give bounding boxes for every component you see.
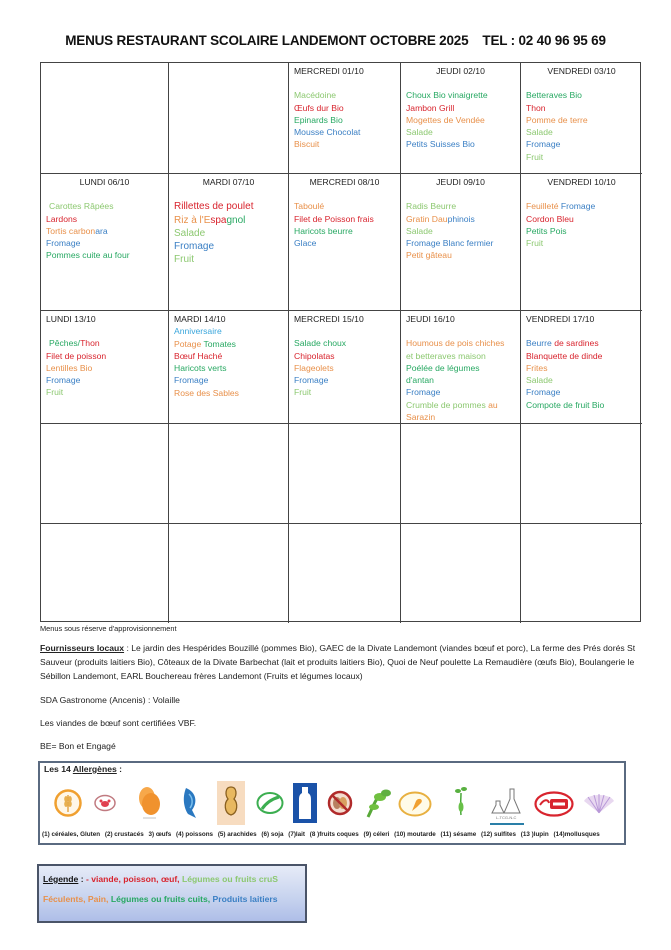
empty-cell	[169, 524, 289, 623]
day-label: VENDREDI 10/10	[547, 177, 616, 187]
menu-item: Fruit	[174, 254, 194, 266]
legend-feculents: Féculents, Pain,	[43, 894, 109, 904]
day-cell	[41, 311, 169, 424]
menu-item: Houmous de pois chiches	[406, 338, 505, 349]
menu-item: Petits Suisses Bio	[406, 139, 475, 150]
empty-cell	[289, 424, 401, 524]
menu-item: Frites	[526, 362, 548, 373]
menu-item: Salade	[526, 375, 553, 386]
menu-item: Haricots beurre	[294, 225, 353, 236]
menu-item: Betteraves Bio	[526, 90, 582, 101]
menu-item: Epinards Bio	[294, 114, 343, 125]
day-cell	[521, 174, 642, 311]
menu-item: Fromage	[526, 387, 561, 398]
day-label: VENDREDI 03/10	[547, 66, 616, 76]
allergen-label: (5) arachides	[217, 831, 257, 838]
menu-item: Fruit	[526, 238, 544, 249]
legend-cuit: Légumes ou fruits cuits,	[108, 894, 211, 904]
legend-label: Légende	[43, 874, 79, 884]
day-cell	[289, 63, 401, 174]
menu-item: Mousse Chocolat	[294, 127, 361, 138]
menu-item: Sarazin	[406, 412, 436, 423]
day-label: JEUDI 09/10	[436, 177, 485, 187]
empty-cell	[401, 524, 521, 623]
menu-item: Mogettes de Vendée	[406, 114, 485, 125]
allergen-icons	[40, 781, 624, 827]
vbf-line: Les viandes de bœuf sont certifiées VBF.	[40, 718, 197, 728]
day-cell	[401, 311, 521, 424]
empty-cell	[289, 524, 401, 623]
menu-item: Salade	[406, 225, 433, 236]
wheat-icon	[54, 789, 82, 817]
menu-item: Fromage	[174, 241, 215, 253]
allergen-label: (2) crustacés	[104, 831, 144, 838]
supply-note: Menus sous réserve d'approvisionnement	[40, 624, 177, 633]
day-label: VENDREDI 17/10	[526, 314, 595, 324]
menu-item: Glace	[294, 238, 317, 249]
menu-item: Macédoine	[294, 90, 337, 101]
day-label: JEUDI 16/10	[406, 314, 455, 324]
menu-item: Fromage	[46, 238, 81, 249]
empty-cell	[169, 424, 289, 524]
menu-item: Fromage	[406, 387, 441, 398]
menu-item: Pommes cuite au four	[46, 250, 130, 261]
allergen-label: (6) soja	[261, 831, 284, 838]
menu-item: Fromage	[526, 139, 561, 150]
allergen-label: 3) œufs	[148, 831, 172, 838]
allergen-label: (12) sulfites	[481, 831, 517, 838]
menu-item: Fruit	[526, 151, 544, 162]
menu-item: Salade	[406, 127, 433, 138]
empty-cell	[41, 524, 169, 623]
menu-item: Thon	[526, 102, 546, 113]
menu-item: Salade	[174, 227, 206, 239]
menu-item: Fruit	[294, 387, 312, 398]
menu-item: Rose des Sables	[174, 387, 239, 398]
allergens-title: Les 14 Allergènes :	[44, 764, 123, 774]
suppliers-text: : Le jardin des Hespérides Bouzillé (pommes Bio), GAEC de la Divate Landemont (viandes bœuf et porc), La ferme des Prés dorés St Sauveur (produits laitiers Bio), Côteaux de la Divate Barbechat (lait et produits laitiers Bio), Quoi de Neuf poulette La Remaudière (œufs Bio), Boulangerie le Sébillon Landemont, EARL Bouchereau frères Landemont (Fruits et légumes locaux)	[40, 643, 636, 681]
menu-item: Biscuit	[294, 139, 320, 150]
empty-cell	[41, 63, 169, 174]
menu-item: Rillettes de poulet	[174, 201, 254, 213]
title-text: MENUS RESTAURANT SCOLAIRE LANDEMONT OCTOBRE 2025	[65, 33, 469, 48]
menu-item: Fruit	[46, 387, 64, 398]
menu-item: Taboulé	[294, 201, 325, 212]
menu-item: Feuilleté Fromage	[526, 201, 596, 212]
legend-meat: - viande, poisson, œuf,	[85, 874, 180, 884]
menu-item: Anniversaire	[174, 326, 222, 337]
menu-item: Choux Bio vinaigrette	[406, 90, 488, 101]
mustard-icon	[398, 791, 432, 817]
empty-cell	[401, 424, 521, 524]
menu-item: Fromage	[46, 375, 81, 386]
allergen-label: (14)mollusques	[553, 831, 600, 838]
sda-line: SDA Gastronome (Ancenis) : Volaille	[40, 695, 180, 705]
allergen-label: (13 )lupin	[520, 831, 549, 838]
svg-text:L-TCG-N-C: L-TCG-N-C	[496, 815, 517, 820]
menu-item: Tortis carbonara	[46, 225, 108, 236]
menu-item: Poélée de légumes	[406, 362, 480, 373]
nuts-icon	[327, 790, 353, 816]
menu-item: Radis Beurre	[406, 201, 457, 212]
menu-item: Compote de fruit Bio	[526, 399, 605, 410]
menu-item: Œufs dur Bio	[294, 102, 344, 113]
legend-row: Légende : - viande, poisson, œuf, Légumes ou fruits cruS	[43, 874, 278, 884]
day-label: MERCREDI 08/10	[309, 177, 380, 187]
menu-item: Cordon Bleu	[526, 213, 574, 224]
menu-grid	[40, 62, 641, 622]
allergen-label: (9) céleri	[363, 831, 390, 838]
fish-icon	[180, 786, 200, 820]
menu-item: Lentilles Bio	[46, 362, 93, 373]
menu-item: Riz à l'Espagnol	[174, 214, 246, 226]
menu-item: Pomme de terre	[526, 114, 588, 125]
legend-cru: Légumes ou fruits cruS	[179, 874, 278, 884]
be-line: BE= Bon et Engagé	[40, 741, 116, 751]
soy-icon	[256, 791, 284, 815]
menu-item: Fromage Blanc fermier	[406, 238, 494, 249]
menu-item: Carottes Râpées	[49, 201, 114, 212]
suppliers-paragraph	[40, 641, 640, 683]
allergen-label: (1) céréales, Gluten	[42, 831, 101, 838]
day-label: MARDI 14/10	[174, 314, 226, 324]
menu-item: Flageolets	[294, 362, 334, 373]
phone-number: TEL : 02 40 96 95 69	[482, 33, 606, 48]
menu-item: Chipolatas	[294, 350, 335, 361]
menu-item: Petit gâteau	[406, 250, 452, 261]
menu-item: Fromage	[294, 375, 329, 386]
menu-item: Salade	[526, 127, 553, 138]
allergen-label: (10) moutarde	[394, 831, 436, 838]
color-legend	[37, 864, 307, 923]
menu-item: Fromage	[174, 375, 209, 386]
menu-item: Filet de poisson	[46, 350, 107, 361]
milk-icon	[293, 783, 317, 823]
empty-cell	[41, 424, 169, 524]
day-cell	[521, 311, 642, 424]
legend-row	[43, 894, 301, 904]
egg-icon	[136, 785, 162, 821]
menu-item: Blanquette de dinde	[526, 350, 603, 361]
peanut-icon	[217, 781, 245, 825]
menu-item: Petits Pois	[526, 225, 567, 236]
menu-item: Jambon Grill	[406, 102, 455, 113]
sulfites-icon	[490, 787, 524, 825]
empty-cell	[521, 424, 642, 524]
allergen-label: (8 )fruits coques	[309, 831, 359, 838]
sesame-icon	[454, 785, 468, 819]
day-label: MERCREDI 01/10	[294, 66, 364, 76]
day-label: JEUDI 02/10	[436, 66, 485, 76]
day-label: LUNDI 13/10	[46, 314, 96, 324]
menu-item: et betteraves maison	[406, 350, 486, 361]
menu-item: Bœuf Haché	[174, 350, 223, 361]
menu-item: Lardons	[46, 213, 78, 224]
day-cell	[169, 311, 289, 424]
empty-cell	[169, 63, 289, 174]
day-cell	[289, 311, 401, 424]
shell-icon	[582, 791, 616, 815]
day-label: MARDI 07/10	[202, 177, 255, 187]
menu-item: Haricots verts	[174, 363, 227, 374]
celery-icon	[364, 787, 392, 819]
day-cell	[41, 174, 169, 311]
allergen-label: (7)lait	[288, 831, 306, 838]
allergen-labels	[42, 831, 603, 838]
day-cell	[169, 174, 289, 311]
menu-item: Beurre de sardines	[526, 338, 599, 349]
menu-item: Pêches/Thon	[49, 338, 100, 349]
day-cell	[289, 174, 401, 311]
empty-cell	[521, 524, 642, 623]
day-label: MERCREDI 15/10	[294, 314, 364, 324]
suppliers-label: Fournisseurs locaux	[40, 643, 125, 653]
day-label: LUNDI 06/10	[79, 177, 130, 187]
allergens-box	[38, 761, 626, 845]
allergen-label: (11) sésame	[440, 831, 477, 838]
menu-item: Gratin Dauphinois	[406, 213, 475, 224]
day-cell	[401, 63, 521, 174]
page-title	[0, 33, 671, 48]
menu-item: Salade choux	[294, 338, 347, 349]
menu-item: Potage Tomates	[174, 338, 236, 349]
menu-item: Filet de Poisson frais	[294, 213, 374, 224]
legend-lait: Produits laitiers	[210, 894, 278, 904]
menu-item: d'antan	[406, 375, 434, 386]
menu-item: Crumble de pommes au	[406, 399, 498, 410]
lupin-icon	[534, 791, 574, 817]
allergen-label: (4) poissons	[175, 831, 214, 838]
day-cell	[521, 63, 642, 174]
crab-icon	[94, 794, 116, 812]
day-cell	[401, 174, 521, 311]
